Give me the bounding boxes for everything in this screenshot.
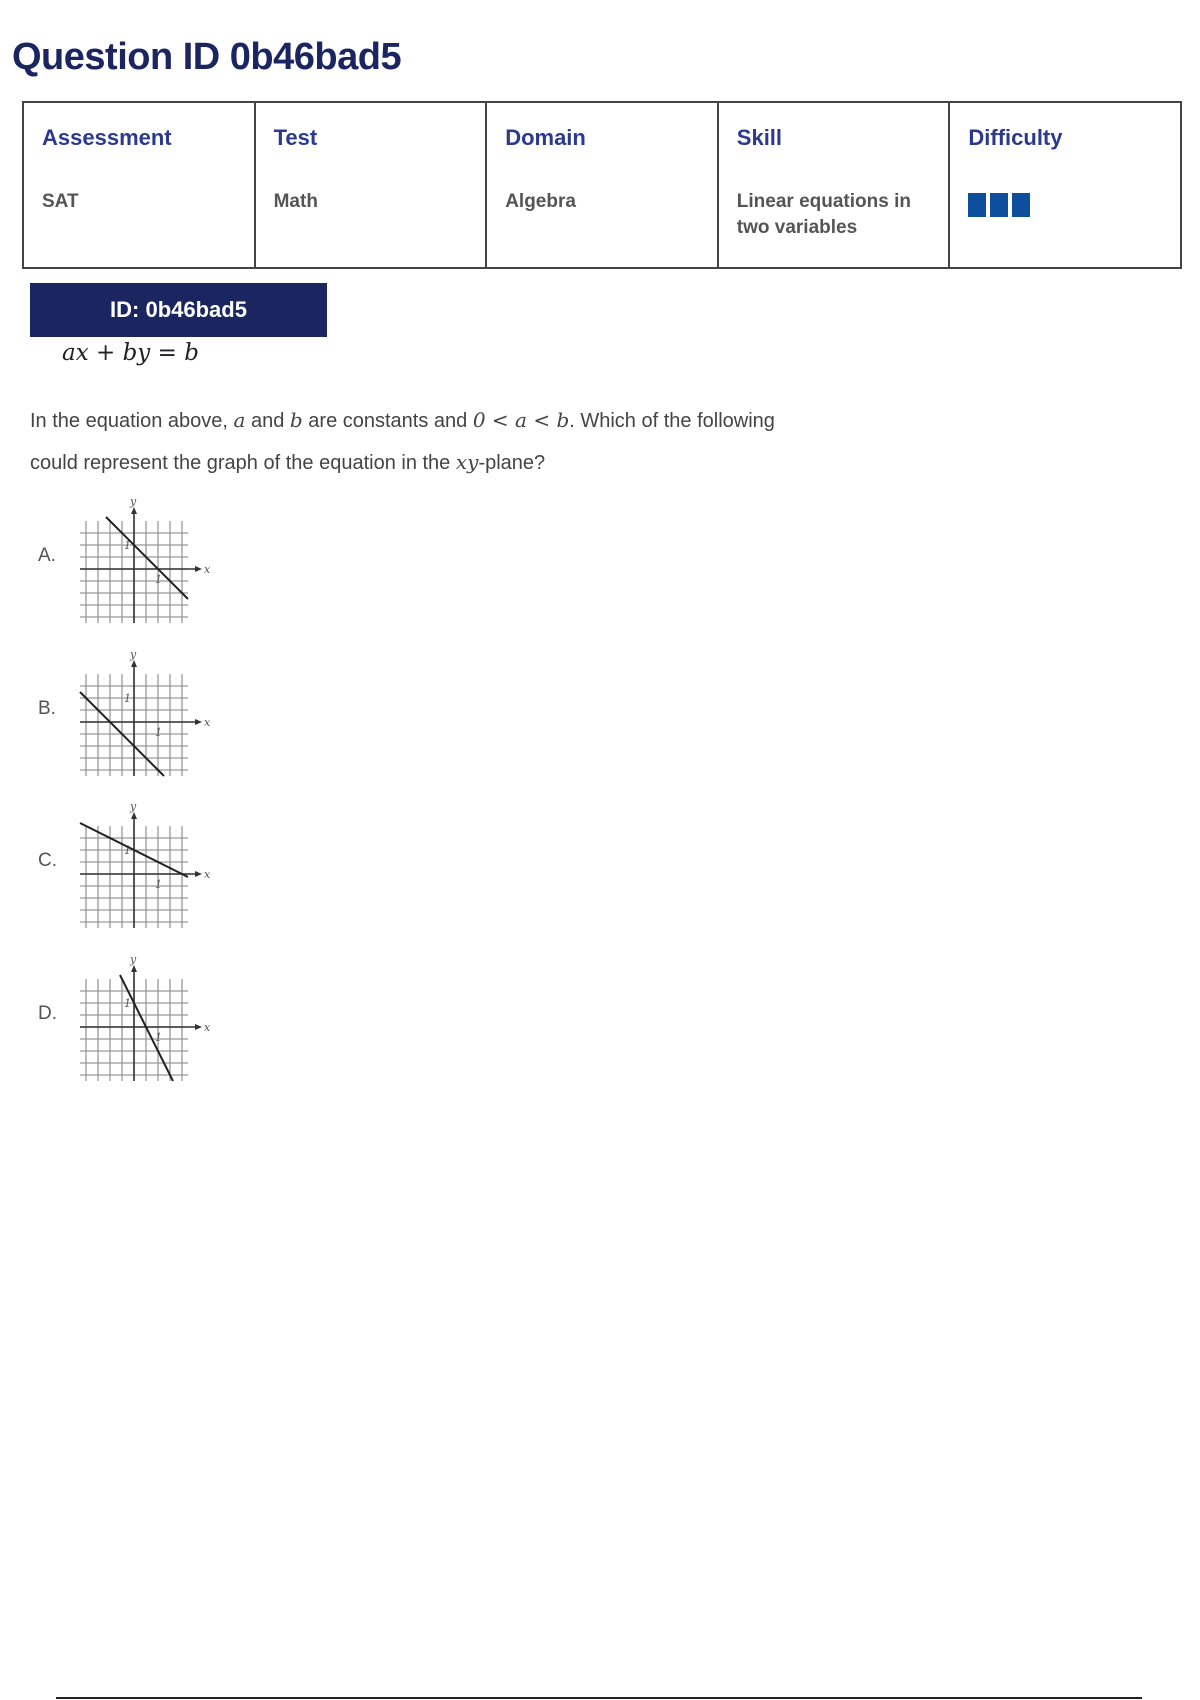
var-a: a xyxy=(233,408,246,432)
skill-value: Linear equations in two variables xyxy=(736,191,911,238)
skill-cell xyxy=(718,102,950,268)
graph-line xyxy=(106,517,188,599)
text: -plane? xyxy=(478,452,546,474)
answer-choice-c[interactable] xyxy=(38,798,238,938)
inequality: 0 < a < b xyxy=(472,408,570,432)
difficulty-square xyxy=(990,193,1008,217)
text: could represent the graph of the equation in the xyxy=(30,452,456,474)
x-arrow-icon xyxy=(195,871,202,877)
domain-cell xyxy=(486,102,718,268)
question-text-line-1 xyxy=(30,408,775,433)
difficulty-indicator xyxy=(968,193,1162,217)
choice-label: B. xyxy=(38,698,56,719)
x-axis-label: x xyxy=(204,1021,211,1034)
answer-choice-b[interactable] xyxy=(38,646,238,786)
x-axis-label: x xyxy=(204,563,211,576)
domain-value: Algebra xyxy=(505,191,576,212)
choice-label: D. xyxy=(38,1003,57,1024)
footer-divider xyxy=(56,1697,1142,1699)
choice-graph xyxy=(64,493,214,633)
x-arrow-icon xyxy=(195,719,202,725)
question-id-badge: ID: 0b46bad5 xyxy=(30,283,327,337)
text: . Which of the following xyxy=(569,410,775,432)
x-arrow-icon xyxy=(195,566,202,572)
choice-graph xyxy=(64,646,214,786)
difficulty-square xyxy=(968,193,986,217)
assessment-value: SAT xyxy=(42,191,79,212)
y-axis-label: y xyxy=(130,953,137,966)
y-arrow-icon xyxy=(131,507,137,514)
choice-graph xyxy=(64,798,214,938)
text: In the equation above, xyxy=(30,410,234,432)
x-tick-label: 1 xyxy=(155,726,162,739)
y-tick-label: 1 xyxy=(124,539,131,552)
choice-graph xyxy=(64,951,214,1091)
assessment-header: Assessment xyxy=(42,125,172,150)
x-axis-label: x xyxy=(204,716,211,729)
assessment-cell xyxy=(23,102,255,268)
x-tick-label: 1 xyxy=(155,878,162,891)
test-value: Math xyxy=(273,191,318,212)
y-arrow-icon xyxy=(131,965,137,972)
var-b: b xyxy=(289,408,303,432)
difficulty-cell xyxy=(949,102,1181,268)
x-tick-label: 1 xyxy=(155,1031,162,1044)
x-arrow-icon xyxy=(195,1024,202,1030)
text: are constants and xyxy=(302,410,473,432)
choice-label: A. xyxy=(38,545,56,566)
y-axis-label: y xyxy=(130,800,137,813)
x-tick-label: 1 xyxy=(155,573,162,586)
question-metadata-table xyxy=(22,101,1182,269)
test-header: Test xyxy=(273,125,318,150)
y-axis-label: y xyxy=(130,495,137,508)
y-tick-label: 1 xyxy=(124,844,131,857)
y-arrow-icon xyxy=(131,660,137,667)
x-axis-label: x xyxy=(204,868,211,881)
y-tick-label: 1 xyxy=(124,997,131,1010)
var-xy: xy xyxy=(455,450,479,474)
y-axis-label: y xyxy=(130,648,137,661)
y-arrow-icon xyxy=(131,812,137,819)
skill-header: Skill xyxy=(736,125,783,150)
equation: ax + by = b xyxy=(62,340,199,366)
choice-label: C. xyxy=(38,850,57,871)
difficulty-header: Difficulty xyxy=(968,125,1063,150)
difficulty-square xyxy=(1012,193,1030,217)
y-tick-label: 1 xyxy=(124,692,131,705)
page-title: Question ID 0b46bad5 xyxy=(12,36,402,78)
test-cell xyxy=(255,102,487,268)
question-text-line-2 xyxy=(30,450,545,475)
text: and xyxy=(245,410,290,432)
answer-choice-d[interactable] xyxy=(38,951,238,1091)
answer-choice-a[interactable] xyxy=(38,493,238,633)
domain-header: Domain xyxy=(505,125,586,150)
